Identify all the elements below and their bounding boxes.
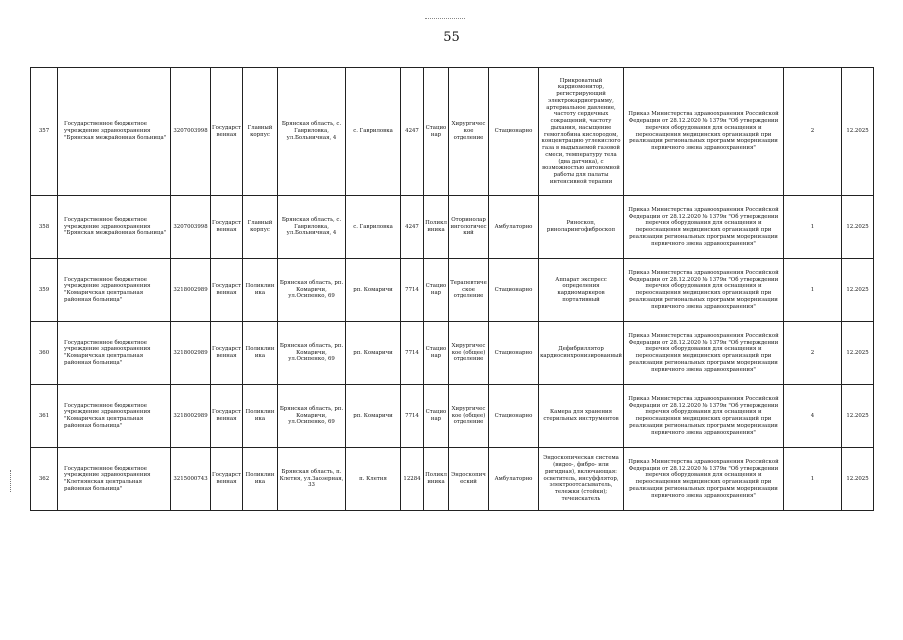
quantity-cell: 1 (784, 448, 842, 511)
delivery-date-cell: 12.2025 (842, 385, 874, 448)
equipment-cell: Прикроватный кардиомонитор, регистрирующий электрокардиограмму, артериальное давление, частоту сердечных сокращений, частоту дыхания, насыщение гемоглобина кислородом, концентрацию углекислого газа в выдыхаемой газовой смеси, температуру тела (два датчика), с возможностью автономной работы для палаты интенсивной терапии (539, 68, 624, 196)
organization-name-cell: Государственное бюджетное учреждение здравоохранения "Комаричская центральная районная больница" (58, 322, 171, 385)
equipment-table (30, 67, 874, 511)
delivery-date-cell: 12.2025 (842, 68, 874, 196)
organization-inn-cell: 3207003998 (171, 68, 211, 196)
ownership-form-cell: Государственная (211, 448, 243, 511)
settlement-cell: с. Гавриловка (346, 68, 401, 196)
quantity-cell: 1 (784, 259, 842, 322)
address-cell: Брянская область, рп. Комаричи, ул.Осипенко, 69 (278, 385, 346, 448)
equipment-cell: Аппарат экспресс определения кардиомаркеров портативный (539, 259, 624, 322)
row-number-cell: 361 (31, 385, 58, 448)
organization-name-cell: Государственное бюджетное учреждение здравоохранения "Брянская межрайонная больница" (58, 68, 171, 196)
legal-basis-cell: Приказ Министерства здравоохранения Российской Федерации от 28.12.2020 № 1379н "Об утверждении перечня оборудования для оснащения и переоснащения медицинских организаций при реализации региональных программ модернизации первичного звена здравоохранения" (624, 196, 784, 259)
legal-basis-cell: Приказ Министерства здравоохранения Российской Федерации от 28.12.2020 № 1379н "Об утверждении перечня оборудования для оснащения и переоснащения медицинских организаций при реализации региональных программ модернизации первичного звена здравоохранения" (624, 259, 784, 322)
organization-name-cell: Государственное бюджетное учреждение здравоохранения "Клетнянская центральная районная больница" (58, 448, 171, 511)
building-name-cell: Главный корпус (243, 196, 278, 259)
building-name-cell: Поликлиника (243, 448, 278, 511)
quantity-cell: 2 (784, 322, 842, 385)
row-number-cell: 357 (31, 68, 58, 196)
care-type-cell: Стационар (424, 259, 449, 322)
care-type-cell: Стационар (424, 68, 449, 196)
ownership-form-cell: Государственная (211, 322, 243, 385)
legal-basis-cell: Приказ Министерства здравоохранения Российской Федерации от 28.12.2020 № 1379н "Об утверждении перечня оборудования для оснащения и переоснащения медицинских организаций при реализации региональных программ модернизации первичного звена здравоохранения" (624, 322, 784, 385)
table-row (31, 259, 874, 322)
equipment-cell: Дефибриллятор кардиосинхронизированный (539, 322, 624, 385)
population-cell: 7714 (401, 385, 424, 448)
care-condition-cell: Амбулаторно (489, 196, 539, 259)
department-cell: Хирургическое (общее) отделение (449, 385, 489, 448)
care-condition-cell: Стационарно (489, 385, 539, 448)
delivery-date-cell: 12.2025 (842, 448, 874, 511)
table-row (31, 322, 874, 385)
table-row (31, 196, 874, 259)
organization-name-cell: Государственное бюджетное учреждение здравоохранения "Комаричская центральная районная больница" (58, 259, 171, 322)
delivery-date-cell: 12.2025 (842, 259, 874, 322)
settlement-cell: рп. Комаричи (346, 259, 401, 322)
address-cell: Брянская область, рп. Комаричи, ул.Осипенко, 69 (278, 322, 346, 385)
page-number: 55 (443, 30, 460, 45)
organization-inn-cell: 3207003998 (171, 196, 211, 259)
care-type-cell: Поликлиника (424, 448, 449, 511)
margin-mark (10, 470, 13, 492)
legal-basis-cell: Приказ Министерства здравоохранения Российской Федерации от 28.12.2020 № 1379н "Об утверждении перечня оборудования для оснащения и переоснащения медицинских организаций при реализации региональных программ модернизации первичного звена здравоохранения" (624, 68, 784, 196)
delivery-date-cell: 12.2025 (842, 196, 874, 259)
department-cell: Хирургическое отделение (449, 68, 489, 196)
department-cell: Терапевтическое отделение (449, 259, 489, 322)
row-number-cell: 362 (31, 448, 58, 511)
population-cell: 12284 (401, 448, 424, 511)
population-cell: 7714 (401, 322, 424, 385)
table-row (31, 448, 874, 511)
care-condition-cell: Стационарно (489, 322, 539, 385)
department-cell: Эндоскопический (449, 448, 489, 511)
settlement-cell: с. Гавриловка (346, 196, 401, 259)
quantity-cell: 2 (784, 68, 842, 196)
population-cell: 4247 (401, 68, 424, 196)
ownership-form-cell: Государственная (211, 259, 243, 322)
department-cell: Оториноларингологический (449, 196, 489, 259)
equipment-cell: Эндоскопическая система (видео-, фибро- или ригидная), включающая: осветитель, инсуффлятор, электроотсасыватель, тележки (стойки); течеискатель (539, 448, 624, 511)
organization-name-cell: Государственное бюджетное учреждение здравоохранения "Брянская межрайонная больница" (58, 196, 171, 259)
delivery-date-cell: 12.2025 (842, 322, 874, 385)
settlement-cell: рп. Комаричи (346, 385, 401, 448)
table-row (31, 68, 874, 196)
legal-basis-cell: Приказ Министерства здравоохранения Российской Федерации от 28.12.2020 № 1379н "Об утверждении перечня оборудования для оснащения и переоснащения медицинских организаций при реализации региональных программ модернизации первичного звена здравоохранения" (624, 385, 784, 448)
organization-name-cell: Государственное бюджетное учреждение здравоохранения "Комаричская центральная районная больница" (58, 385, 171, 448)
ownership-form-cell: Государственная (211, 385, 243, 448)
row-number-cell: 359 (31, 259, 58, 322)
building-name-cell: Главный корпус (243, 68, 278, 196)
building-name-cell: Поликлиника (243, 259, 278, 322)
equipment-cell: Камера для хранения стерильных инструментов (539, 385, 624, 448)
settlement-cell: рп. Комаричи (346, 322, 401, 385)
address-cell: Брянская область, рп. Комаричи, ул.Осипенко, 69 (278, 259, 346, 322)
ownership-form-cell: Государственная (211, 196, 243, 259)
equipment-cell: Риноскоп, риноларингофиброскоп (539, 196, 624, 259)
care-type-cell: Поликлиника (424, 196, 449, 259)
ownership-form-cell: Государственная (211, 68, 243, 196)
population-cell: 7714 (401, 259, 424, 322)
building-name-cell: Поликлиника (243, 385, 278, 448)
care-type-cell: Стационар (424, 385, 449, 448)
care-condition-cell: Стационарно (489, 259, 539, 322)
care-condition-cell: Стационарно (489, 68, 539, 196)
address-cell: Брянская область, с. Гавриловка, ул.Больничная, 4 (278, 196, 346, 259)
address-cell: Брянская область, с. Гавриловка, ул.Больничная, 4 (278, 68, 346, 196)
organization-inn-cell: 3218002989 (171, 259, 211, 322)
header-rule (425, 18, 465, 19)
quantity-cell: 1 (784, 196, 842, 259)
care-type-cell: Стационар (424, 322, 449, 385)
settlement-cell: п. Клетня (346, 448, 401, 511)
organization-inn-cell: 3215000743 (171, 448, 211, 511)
department-cell: Хирургическое (общее) отделение (449, 322, 489, 385)
population-cell: 4247 (401, 196, 424, 259)
organization-inn-cell: 3218002989 (171, 385, 211, 448)
row-number-cell: 358 (31, 196, 58, 259)
address-cell: Брянская область, п. Клетня, ул.Заозерная, 33 (278, 448, 346, 511)
table-row (31, 385, 874, 448)
row-number-cell: 360 (31, 322, 58, 385)
building-name-cell: Поликлиника (243, 322, 278, 385)
organization-inn-cell: 3218002989 (171, 322, 211, 385)
quantity-cell: 4 (784, 385, 842, 448)
legal-basis-cell: Приказ Министерства здравоохранения Российской Федерации от 28.12.2020 № 1379н "Об утверждении перечня оборудования для оснащения и переоснащения медицинских организаций при реализации региональных программ модернизации первичного звена здравоохранения" (624, 448, 784, 511)
care-condition-cell: Амбулаторно (489, 448, 539, 511)
